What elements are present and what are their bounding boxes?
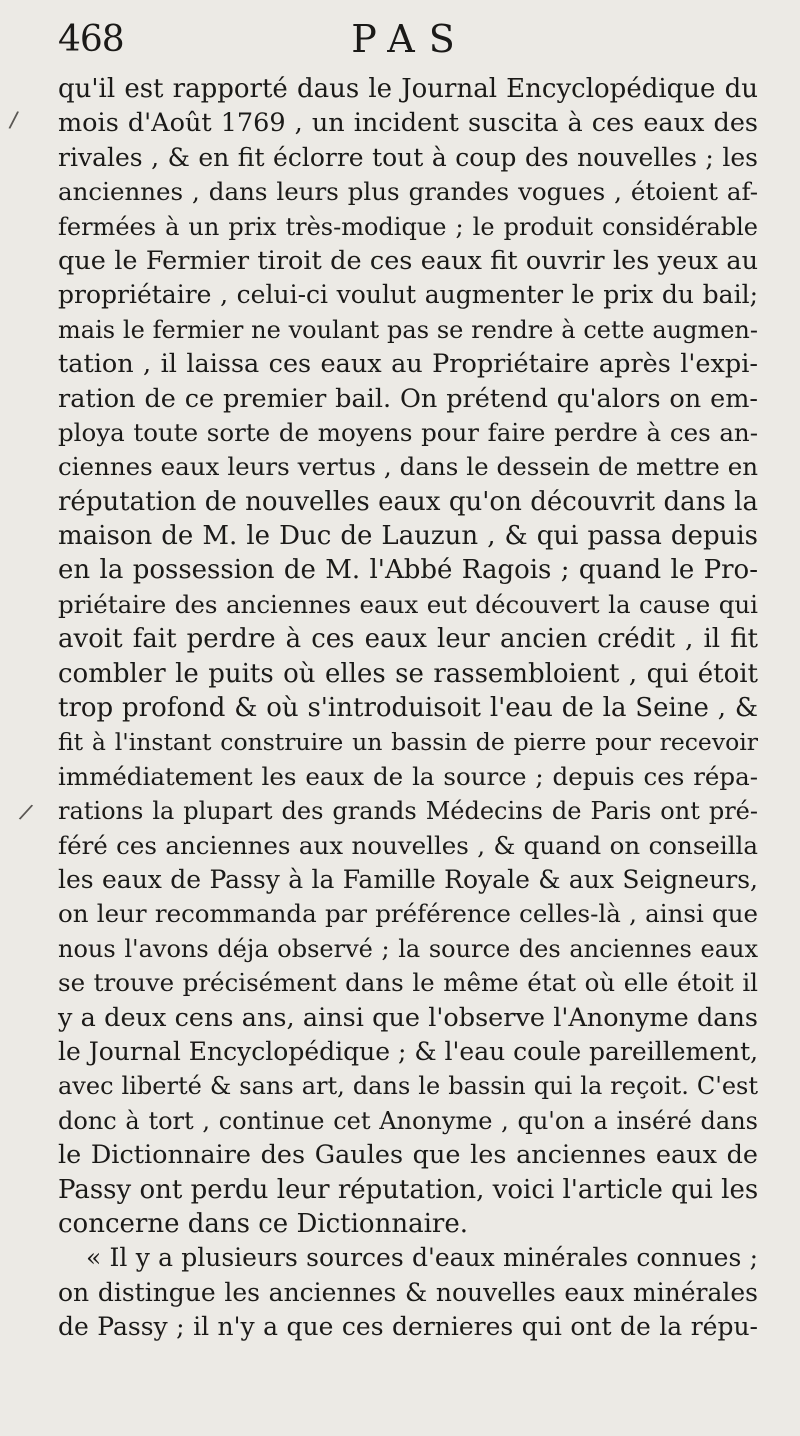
text-line: rivales , & en fit éclorre tout à coup des nouvelles ; les (58, 142, 758, 172)
text-line: « Il y a plusieurs sources d'eaux minérales connues ; (86, 1243, 758, 1273)
text-line: propriétaire , celui-ci voulut augmenter le prix du bail; (58, 280, 758, 310)
text-line: mois d'Août 1769 , un incident suscita à ces eaux des (58, 108, 758, 139)
body-text (58, 72, 758, 1344)
text-line: y a deux cens ans, ainsi que l'observe l'Anonyme dans (58, 1002, 758, 1033)
text-line: ciennes eaux leurs vertus , dans le dessein de mettre en (58, 452, 758, 482)
text-line: fermées à un prix très-modique ; le produit considérable (58, 212, 758, 241)
text-line: féré ces anciennes aux nouvelles , & quand on conseilla (58, 830, 758, 860)
text-line: on leur recommanda par préférence celles-là , ainsi que (58, 899, 758, 929)
text-line: que le Fermier tiroit de ces eaux fit ouvrir les yeux au (58, 245, 758, 276)
text-line: donc à tort , continue cet Anonyme , qu'on a inséré dans (58, 1106, 758, 1135)
text-line: le Dictionnaire des Gaules que les anciennes eaux de (58, 1140, 758, 1171)
margin-mark: / (17, 799, 35, 826)
text-line: avec liberté & sans art, dans le bassin qui la reçoit. C'est (58, 1072, 758, 1101)
text-line: de Passy ; il n'y a que ces dernieres qui ont de la répu- (58, 1312, 758, 1342)
text-line: mais le fermier ne voulant pas se rendre à cette augmen- (58, 315, 758, 344)
text-line: réputation de nouvelles eaux qu'on découvrit dans la (58, 486, 758, 517)
text-line: priétaire des anciennes eaux eut découvert la cause qui (58, 589, 758, 619)
text-line: trop profond & où s'introduisoit l'eau de la Seine , & (58, 693, 758, 724)
page-number: 468 (58, 19, 124, 60)
text-line: avoit fait perdre à ces eaux leur ancien crédit , il fit (58, 624, 758, 655)
text-line: tation , il laissa ces eaux au Propriétaire après l'expi- (58, 349, 758, 380)
text-line: en la possession de M. l'Abbé Ragois ; quand le Pro- (58, 555, 758, 586)
text-line: se trouve précisément dans le même état où elle étoit il (58, 968, 758, 998)
text-line: concerne dans ce Dictionnaire. (58, 1208, 468, 1239)
text-line: combler le puits où elles se rassembloient , qui étoit (58, 658, 758, 689)
text-line: immédiatement les eaux de la source ; depuis ces répa- (58, 761, 758, 791)
running-head: PAS (351, 17, 469, 61)
text-line: rations la plupart des grands Médecins de Paris ont pré- (58, 797, 758, 826)
margin-mark: / (7, 107, 20, 134)
text-line: ration de ce premier bail. On prétend qu'alors on em- (58, 383, 758, 414)
text-line: le Journal Encyclopédique ; & l'eau coule pareillement, (58, 1036, 759, 1066)
text-line: nous l'avons déja observé ; la source des anciennes eaux (58, 934, 758, 963)
text-line: ploya toute sorte de moyens pour faire perdre à ces an- (58, 417, 758, 447)
text-line: Passy ont perdu leur réputation, voici l'article qui les (58, 1174, 759, 1205)
text-line: on distingue les anciennes & nouvelles eaux minérales (58, 1277, 758, 1307)
text-line: fit à l'instant construire un bassin de pierre pour recevoir (58, 728, 758, 757)
text-line: anciennes , dans leurs plus grandes vogues , étoient af- (58, 177, 758, 207)
text-line: qu'il est rapporté daus le Journal Encyclopédique du (58, 74, 758, 104)
text-line: les eaux de Passy à la Famille Royale & aux Seigneurs, (58, 864, 758, 894)
text-line: maison de M. le Duc de Lauzun , & qui passa depuis (58, 521, 758, 552)
